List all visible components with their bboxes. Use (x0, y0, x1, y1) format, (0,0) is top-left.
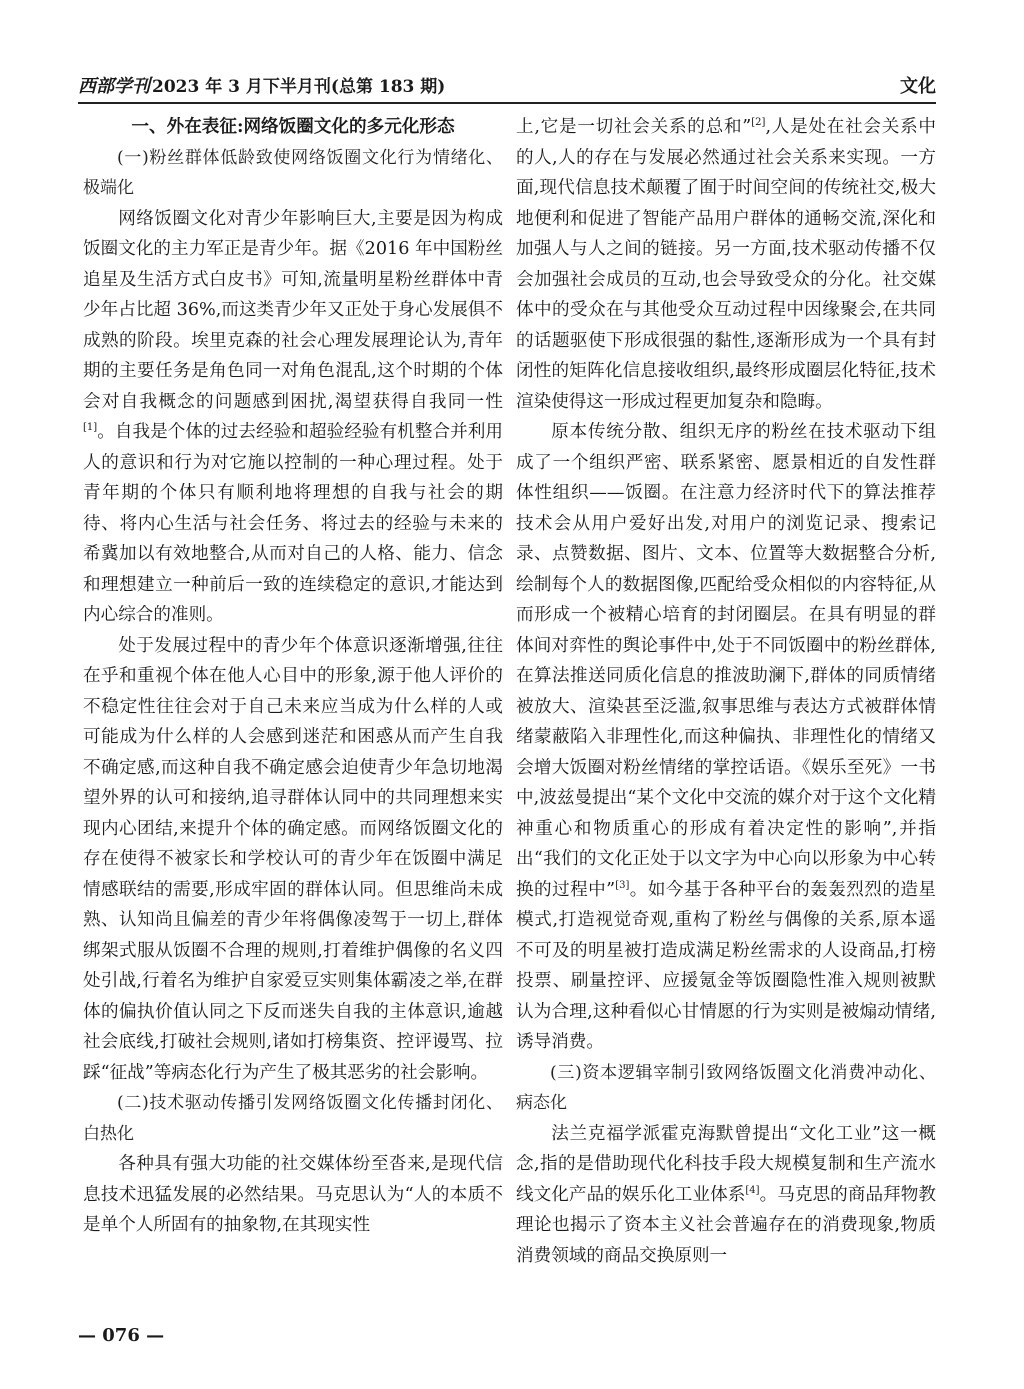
running-header (78, 66, 936, 104)
right-column (516, 112, 936, 1312)
left-column (83, 112, 503, 1312)
section-label: 文化 (900, 76, 936, 97)
subheading-3: (三)资本逻辑宰制引致网络饭圈文化消费冲动化、病态化 (516, 1062, 936, 1113)
paragraph-4 (516, 112, 936, 417)
paragraph-6-text-b: 。马克思的商品拜物教理论也揭示了资本主义社会普遍存在的消费现象,物质消费领域的商品交换原则一 (516, 1184, 936, 1266)
paragraph-5 (516, 417, 936, 1058)
paragraph-5-text-a: 原本传统分散、组织无序的粉丝在技术驱动下组成了一个组织严密、联系紧密、愿景相近的自发性群体性组织——饭圈。在注意力经济时代下的算法推荐技术会从用户爱好出发,对用户的浏览记录、搜索记录、点赞数据、图片、文本、位置等大数据整合分析,绘制每个人的数据图像,匹配给受众相似的内容特征,从而形成一个被精心培育的封闭圈层。在具有明显的群体间对弈性的舆论事件中,处于不同饭圈中的粉丝群体,在算法推送同质化信息的推波助澜下,群体的同质情绪被放大、渲染甚至泛滥,叙事思维与表达方式被群体情绪蒙蔽陷入非理性化,而这种偏执、非理性化的情绪又会增大饭圈对粉丝情绪的掌控话语。《娱乐至死》一书中,波兹曼提出“某个文化中交流的媒介对于这个文化精神重心和物质重心的形成有着决定性的影响”,并指出“我们的文化正处于以文字为中心向以形象为中心转换的过程中” (516, 422, 936, 900)
subheading-2: (二)技术驱动传播引发网络饭圈文化传播封闭化、白热化 (83, 1093, 503, 1144)
paragraph-4-text-a: 上,它是一切社会关系的总和” (516, 117, 752, 137)
journal-logo: 西部学刊 (78, 76, 150, 97)
paragraph-1-text-a: 网络饭圈文化对青少年影响巨大,主要是因为构成饭圈文化的主力军正是青少年。据《2016 年中国粉丝追星及生活方式白皮书》可知,流量明星粉丝群体中青少年占比超 36%,而这类青少年又正处于身心发展俱不成熟的阶段。埃里克森的社会心理发展理论认为,青年期的主要任务是角色同一对角色混乱,这个时期的个体会对自我概念的问题感到困扰,渴望获得自我同一性 (83, 208, 503, 412)
citation-2: [2] (751, 117, 766, 129)
paragraph-2: 处于发展过程中的青少年个体意识逐渐增强,往往在乎和重视个体在他人心目中的形象,源于他人评价的不稳定性往往会对于自己未来应当成为什么样的人或可能成为什么样的人会感到迷茫和困惑从而产生自我不确定感,而这种自我不确定感会迫使青少年急切地渴望外界的认可和接纳,追寻群体认同中的共同理想来实现内心团结,来提升个体的确定感。而网络饭圈文化的存在使得不被家长和学校认可的青少年在饭圈中满足情感联结的需要,形成牢固的群体认同。但思维尚未成熟、认知尚且偏差的青少年将偶像凌驾于一切上,群体绑架式服从饭圈不合理的规则,打着维护偶像的名义四处引战,行着名为维护自家爱豆实则集体霸凌之举,在群体的偏执价值认同之下反而迷失自我的主体意识,逾越社会底线,打破社会规则,诸如打榜集资、控评谩骂、拉踩“征战”等病态化行为产生了极其恶劣的社会影响。 (83, 635, 503, 1083)
journal-issue: 2023 年 3 月下半月刊(总第 183 期) (152, 77, 446, 97)
paragraph-5-text-b: 。如今基于各种平台的轰轰烈烈的造星模式,打造视觉奇观,重构了粉丝与偶像的关系,原本遥不可及的明星被打造成满足粉丝需求的人设商品,打榜投票、刷量控评、应援氪金等饭圈隐性准入规则被默认为合理,这种看似心甘情愿的行为实则是被煽动情绪,诱导消费。 (516, 879, 936, 1052)
paragraph-6 (516, 1119, 936, 1272)
paragraph-6-text-a: 法兰克福学派霍克海默曾提出“文化工业”这一概念,指的是借助现代化科技手段大规模复制和生产流水线文化产品的娱乐化工业体系 (516, 1123, 936, 1205)
paragraph-3: 各种具有强大功能的社交媒体纷至沓来,是现代信息技术迅猛发展的必然结果。马克思认为“人的本质不是单个人所固有的抽象物,在其现实性 (83, 1154, 503, 1235)
section-heading: 一、外在表征:网络饭圈文化的多元化形态 (131, 116, 455, 137)
citation-3: [3] (615, 879, 630, 891)
subheading-1: (一)粉丝群体低龄致使网络饭圈文化行为情绪化、极端化 (83, 147, 503, 198)
paragraph-4-text-b: ,人是处在社会关系中的人,人的存在与发展必然通过社会关系来实现。一方面,现代信息技术颠覆了囿于时间空间的传统社交,极大地便利和促进了智能产品用户群体的通畅交流,深化和加强人与人之间的链接。另一方面,技术驱动传播不仅会加强社会成员的互动,也会导致受众的分化。社交媒体中的受众在与其他受众互动过程中因缘聚会,在共同的话题驱使下形成很强的黏性,逐渐形成为一个具有封闭性的矩阵化信息接收组织,最终形成圈层化特征,技术渲染使得这一形成过程更加复杂和隐晦。 (516, 117, 936, 412)
paragraph-1-text-b: 。自我是个体的过去经验和超验经验有机整合并利用人的意识和行为对它施以控制的一种心理过程。处于青年期的个体只有顺利地将理想的自我与社会的期待、将内心生活与社会任务、将过去的经验与未来的希冀加以有效地整合,从而对自己的人格、能力、信念和理想建立一种前后一致的连续稳定的意识,才能达到内心综合的准则。 (83, 422, 503, 625)
journal-title (78, 72, 445, 98)
page-number: — 076 — (78, 1325, 165, 1346)
paragraph-1 (83, 204, 503, 631)
citation-1: [1] (83, 422, 98, 434)
citation-4: [4] (745, 1184, 760, 1196)
